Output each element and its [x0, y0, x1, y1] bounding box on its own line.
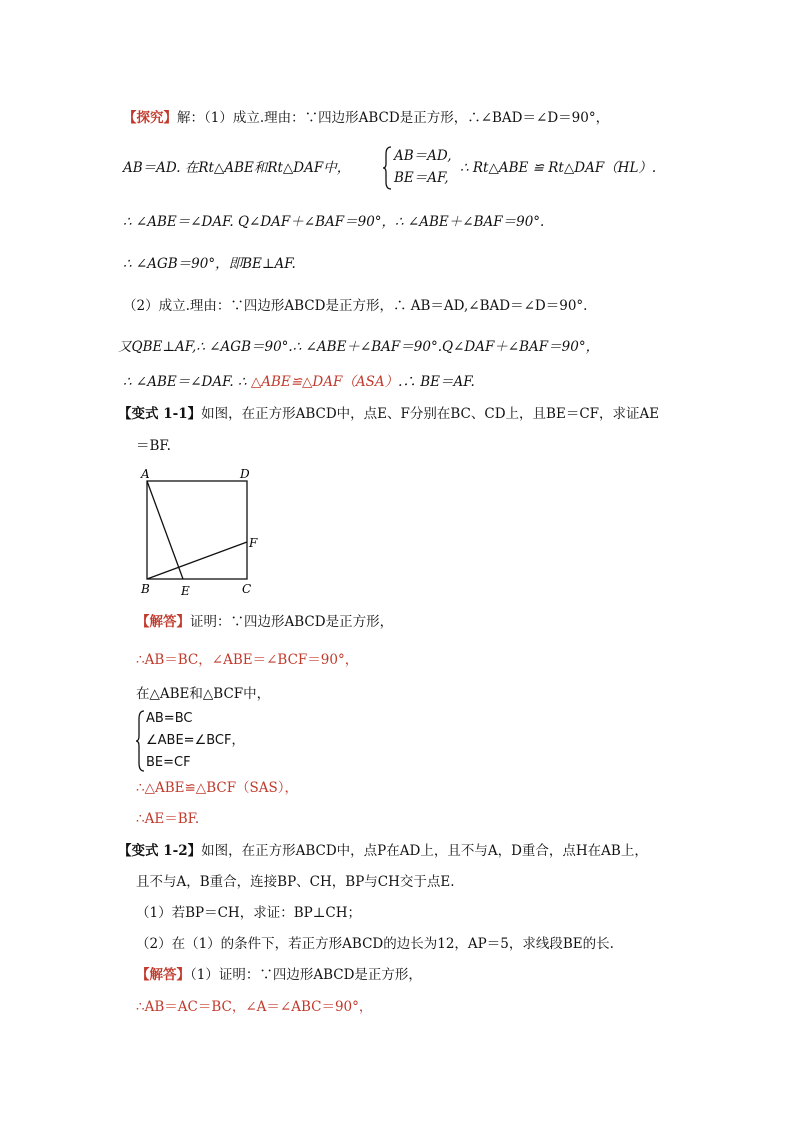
explore-line-4: ∴ ∠AGB＝90°，即BE⊥AF.: [123, 256, 296, 272]
v11-a1: 证明：∵四边形ABCD是正方形，: [190, 614, 394, 630]
v11-a4: ∴△ABE≌△BCF（SAS），: [136, 780, 299, 796]
label-c: C: [242, 582, 252, 596]
v11-q1: 如图，在正方形ABCD中，点E、F分别在BC、CD上，且BE＝CF，求证AE: [201, 406, 660, 422]
v11-system: [146, 708, 244, 774]
v12-answer-line-1: [136, 965, 422, 985]
v11-system-row-3: BE=CF: [146, 755, 191, 770]
v12-answer-tag: 【解答】: [136, 967, 190, 983]
v11-question-line-1: [118, 404, 659, 424]
v11-system-row-1: AB=BC: [146, 711, 193, 726]
explore-system: [394, 145, 452, 189]
label-a: A: [141, 467, 150, 481]
v12-a1: （1）证明：∵四边形ABCD是正方形，: [190, 967, 422, 983]
v11-answer-line-1: [136, 612, 393, 632]
v11-system-row-2: ∠ABE=∠BCF，: [146, 733, 245, 748]
segment-ae: [147, 481, 183, 579]
v11-tag: 【变式 1-1】: [118, 406, 202, 422]
explore-line-6: 又QBE⊥AF,∴ ∠AGB＝90°.∴ ∠ABE＋∠BAF＝90°.Q∠DAF＋∠BAF＝90°，: [118, 339, 600, 355]
explore-line-7c: .∴ BE＝AF.: [398, 374, 475, 390]
v12-question-line-1: [118, 841, 648, 861]
v11-q2: ＝BF.: [136, 438, 171, 454]
explore-line-3: ∴ ∠ABE＝∠DAF. Q∠DAF＋∠BAF＝90°，∴ ∠ABE＋∠BAF＝90°.: [123, 214, 545, 230]
v11-a2: ∴AB＝BC，∠ABE＝∠BCF＝90°，: [136, 652, 359, 668]
explore-line-7: [123, 372, 475, 392]
label-e: E: [181, 584, 190, 598]
explore-brace: [382, 146, 392, 190]
v11-answer-tag: 【解答】: [136, 614, 190, 630]
v12-a2: ∴AB＝AC＝BC，∠A＝∠ABC＝90°，: [136, 999, 373, 1015]
v11-brace: [135, 710, 145, 772]
explore-text-1: 解：（1）成立.理由：∵四边形ABCD是正方形，∴∠BAD＝∠D＝90°，: [177, 110, 610, 126]
v12-q1: 如图，在正方形ABCD中，点P在AD上，且不与A，D重合，点H在AB上，: [201, 843, 648, 859]
square-abcd: [147, 481, 247, 579]
v11-a5: ∴AE＝BF.: [136, 811, 200, 827]
label-f: F: [249, 536, 258, 550]
explore-line-7a: ∴ ∠ABE＝∠DAF. ∴: [123, 374, 251, 390]
v12-q4: （2）在（1）的条件下，若正方形ABCD的边长为12，AP＝5，求线段BE的长.: [136, 936, 614, 952]
label-d: D: [240, 467, 250, 481]
v12-q2: 且不与A，B重合，连接BP、CH，BP与CH交于点E.: [136, 874, 455, 890]
explore-line-1: [123, 108, 609, 128]
square-figure: [138, 465, 268, 600]
explore-line-5: （2）成立.理由：∵四边形ABCD是正方形，∴ AB＝AD,∠BAD＝∠D＝90°.: [123, 298, 588, 314]
v12-q3: （1）若BP＝CH，求证：BP⊥CH；: [136, 905, 361, 921]
explore-line-7b: △ABE≌△DAF（ASA）: [250, 374, 399, 390]
label-b: B: [141, 582, 150, 596]
explore-tag: 【探究】: [123, 110, 177, 126]
v11-a3: 在△ABE和△BCF中，: [136, 686, 271, 702]
segment-bf: [147, 542, 247, 579]
explore-line-2c: ∴ Rt△ABE ≌ Rt△DAF（HL）.: [460, 160, 657, 176]
explore-line-2a: AB＝AD. 在Rt△ABE和Rt△DAF中，: [123, 160, 351, 176]
explore-system-row-2: BE＝AF,: [394, 170, 449, 186]
v12-tag: 【变式 1-2】: [118, 843, 202, 859]
explore-system-row-1: AB＝AD,: [394, 148, 452, 164]
